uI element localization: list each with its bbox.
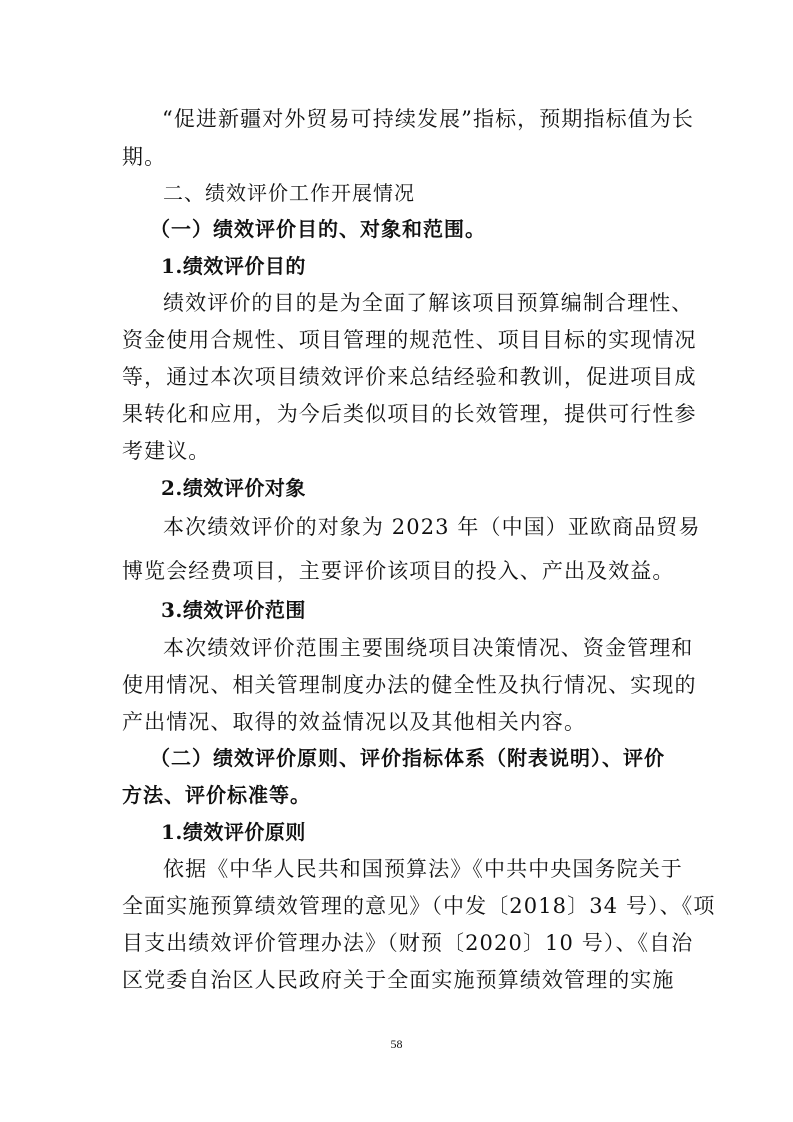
body-text-line: 博览会经费项目，主要评价该项目的投入、产出及效益。 (122, 559, 675, 583)
subsection-heading: （一）绩效评价目的、对象和范围。 (150, 217, 486, 241)
body-text-line: 本次绩效评价范围主要围绕项目决策情况、资金管理和 (163, 636, 694, 660)
body-text-line: 果转化和应用，为今后类似项目的长效管理，提供可行性参 (122, 402, 697, 426)
body-text-line: 绩效评价的目的是为全面了解该项目预算编制合理性、 (163, 291, 694, 315)
body-text-line: 依据《中华人民共和国预算法》《中共中央国务院关于 (163, 857, 683, 881)
subsection-heading: （二）绩效评价原则、评价指标体系（附表说明）、评价 (150, 746, 665, 770)
body-text-line: 等，通过本次项目绩效评价来总结经验和教训，促进项目成 (122, 365, 697, 389)
body-text-line: 资金使用合规性、项目管理的规范性、项目目标的实现情况 (122, 328, 697, 352)
body-text-line: 区党委自治区人民政府关于全面实施预算绩效管理的实施 (122, 968, 675, 992)
item-heading: 1.绩效评价原则 (161, 820, 306, 844)
body-text-line: 全面实施预算绩效管理的意见》（中发〔2018〕34 号）、《项 (122, 894, 716, 918)
item-heading: 2.绩效评价对象 (161, 476, 306, 500)
item-heading: 3.绩效评价范围 (161, 598, 306, 622)
body-text-line: “促进新疆对外贸易可持续发展”指标，预期指标值为长 (162, 107, 694, 131)
body-text-line: 期。 (122, 145, 167, 169)
body-text-line: 本次绩效评价的对象为 2023 年（中国）亚欧商品贸易 (163, 515, 701, 539)
body-text-line: 使用情况、相关管理制度办法的健全性及执行情况、实现的 (122, 673, 697, 697)
body-text-line: 目支出绩效评价管理办法》（财预〔2020〕10 号）、《自治 (122, 931, 694, 955)
body-text-line: 考建议。 (122, 439, 211, 463)
section-heading: 二、绩效评价工作开展情况 (163, 181, 415, 205)
item-heading: 1.绩效评价目的 (161, 254, 306, 278)
body-text-line: 产出情况、取得的效益情况以及其他相关内容。 (122, 710, 587, 734)
page-number: 58 (390, 1037, 403, 1051)
subsection-heading-continued: 方法、评价标准等。 (122, 783, 311, 807)
